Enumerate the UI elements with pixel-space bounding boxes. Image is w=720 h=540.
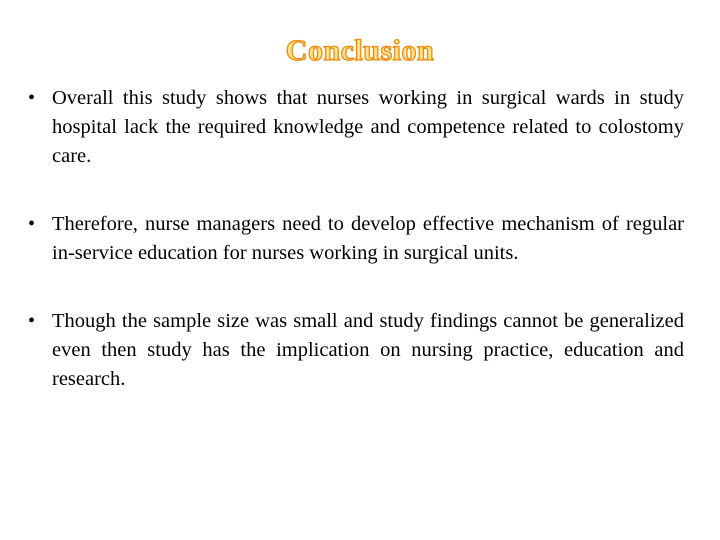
slide-title: Conclusion — [285, 34, 435, 67]
bullet-item — [28, 210, 684, 268]
bullet-text: Therefore, nurse managers need to develop effective mechanism of regular in-service education for nurses working in surgical units. — [52, 213, 684, 264]
bullet-list — [28, 84, 684, 394]
bullet-dot-icon: • — [28, 310, 36, 332]
bullet-text: Overall this study shows that nurses working in surgical wards in study hospital lack the required knowledge and competence related to colostomy care. — [52, 87, 684, 167]
bullet-dot-icon: • — [28, 87, 36, 109]
bullet-dot-icon: • — [28, 213, 36, 235]
bullet-text: Though the sample size was small and study findings cannot be generalized even then study has the implication on nursing practice, education and research. — [52, 310, 684, 390]
bullet-item — [28, 84, 684, 171]
bullet-item — [28, 307, 684, 394]
